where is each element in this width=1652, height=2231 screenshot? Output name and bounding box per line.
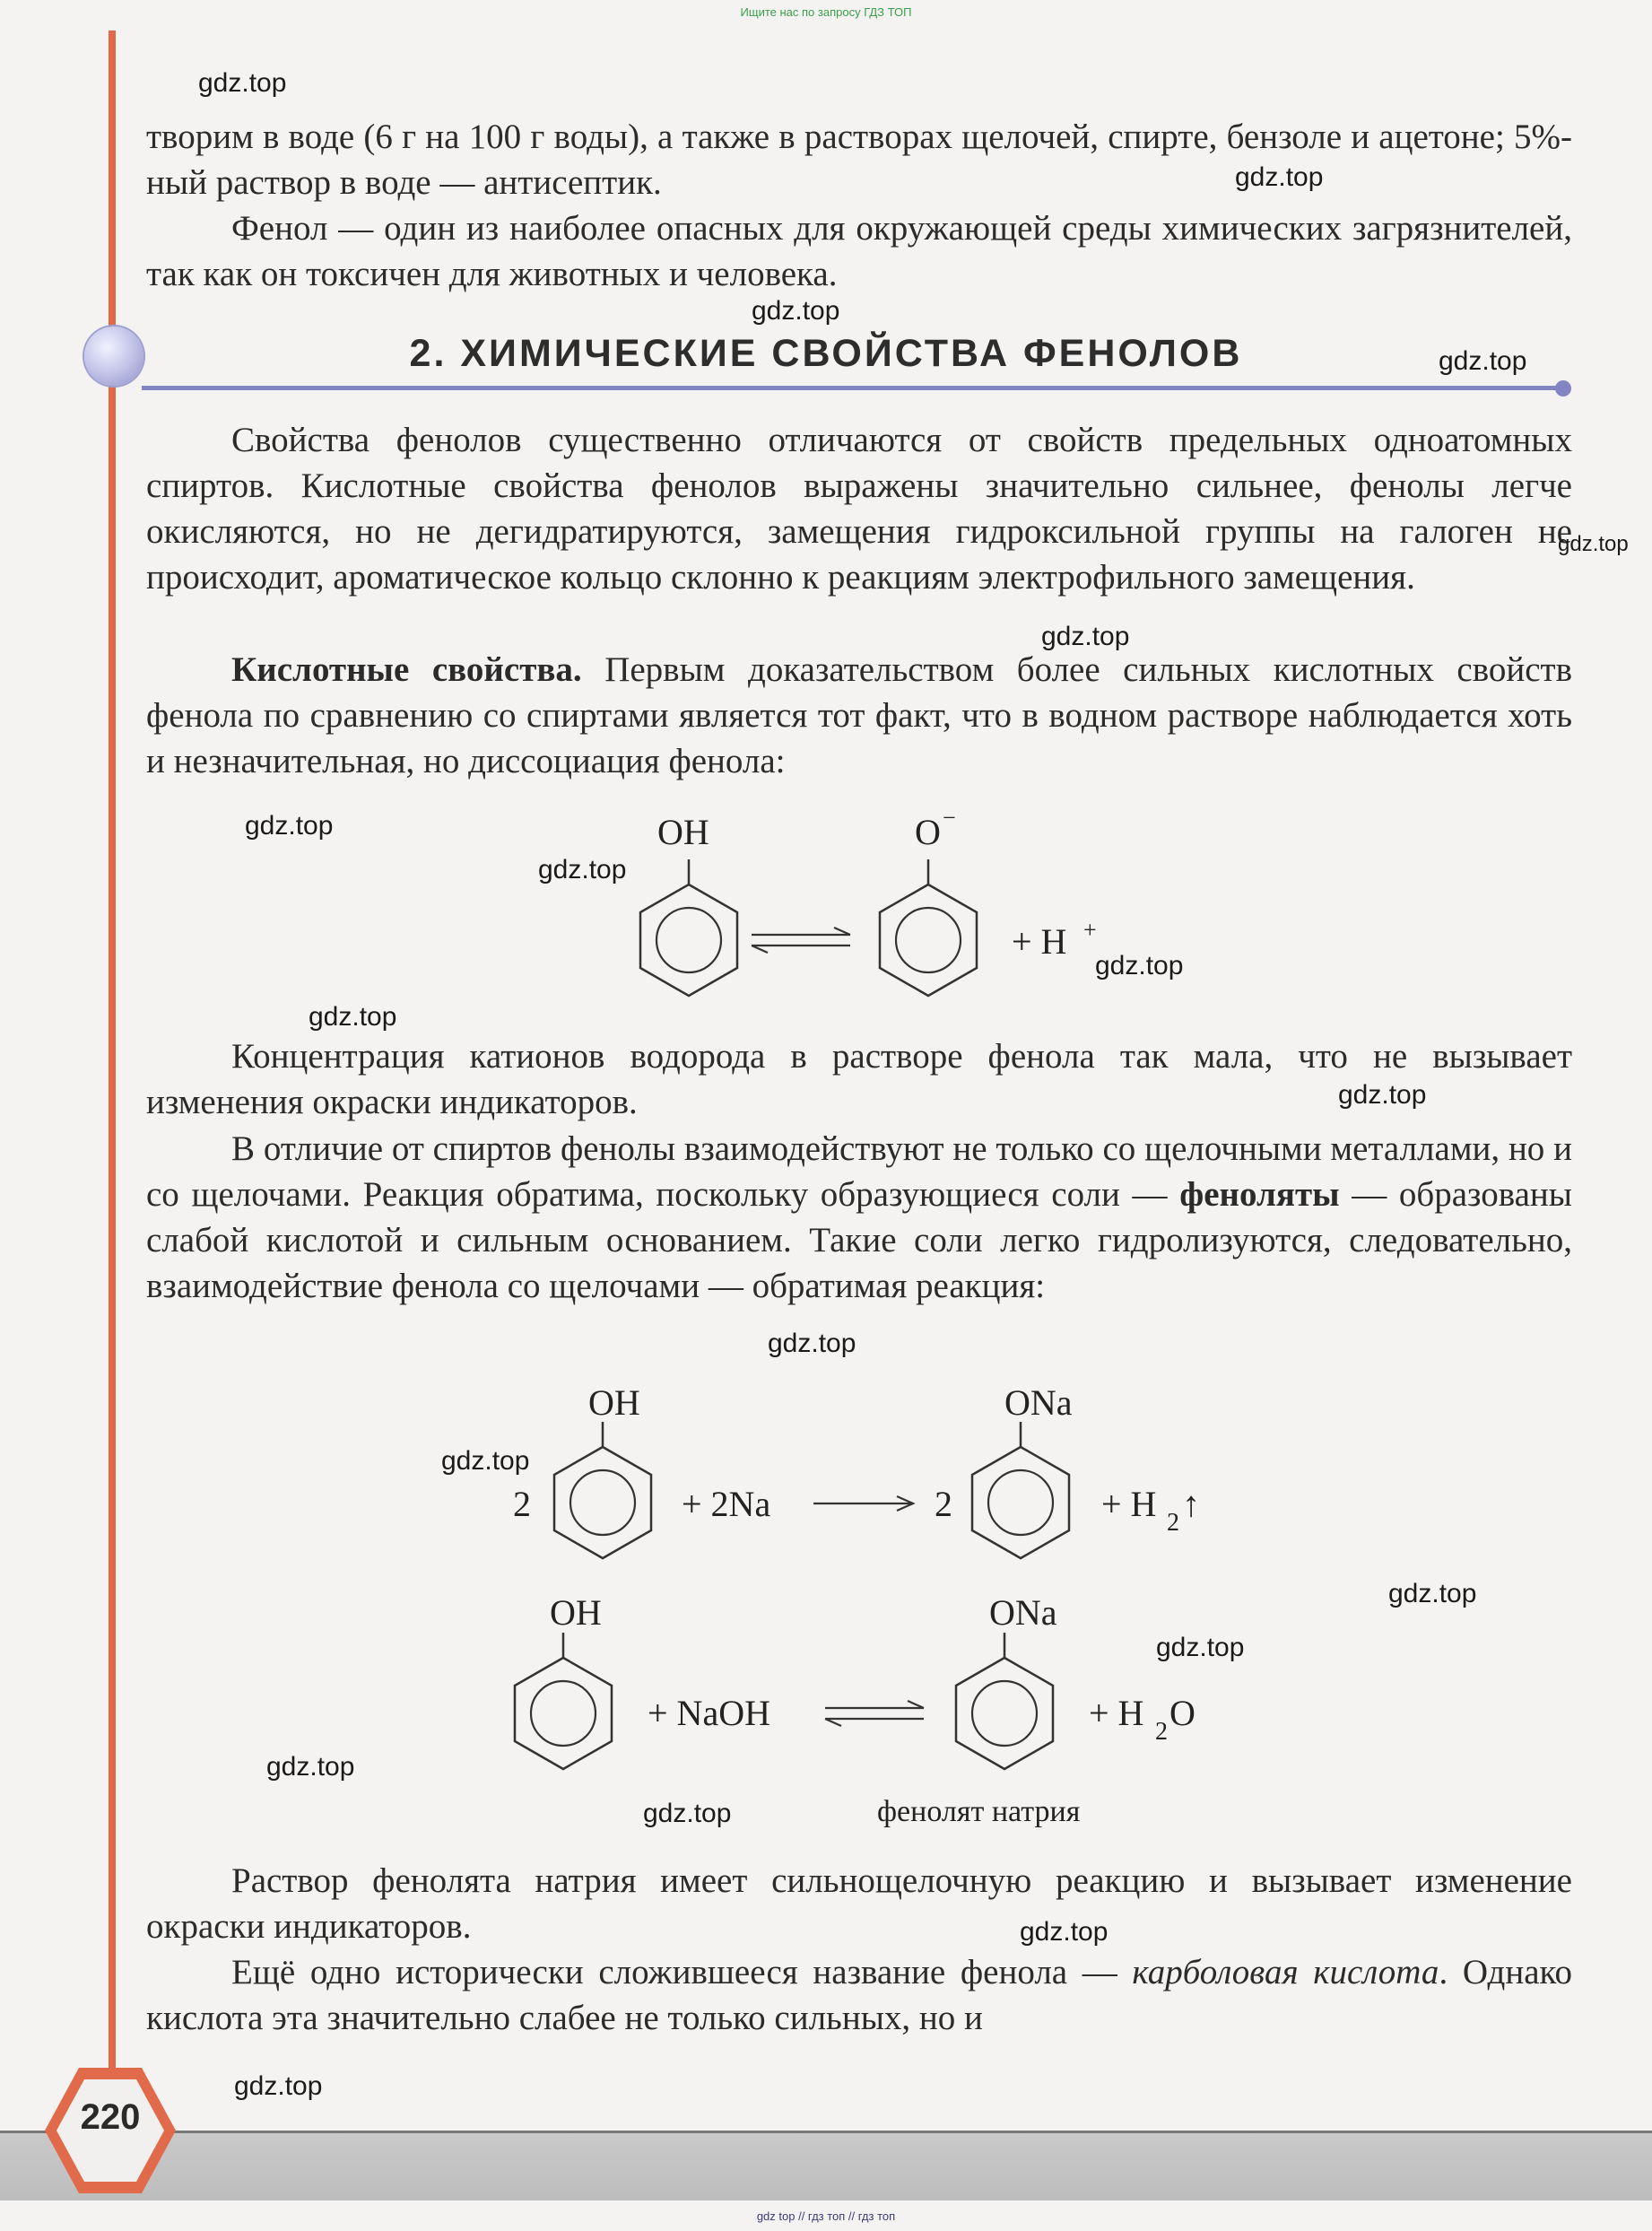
- eq2-product: ONa: [1004, 1382, 1073, 1423]
- eq3-product: ONa: [989, 1592, 1057, 1633]
- watermark: gdz.top: [1020, 1917, 1109, 1947]
- eq3-byproduct-end: O: [1169, 1693, 1196, 1733]
- eq1-product-charge: −: [943, 805, 956, 831]
- eq1-extra-charge: +: [1083, 917, 1097, 943]
- eq2-coef2: 2: [935, 1484, 952, 1524]
- watermark: gdz.top: [1558, 532, 1629, 556]
- acidic-term: Кислотные свойства.: [231, 650, 582, 689]
- watermark: gdz.top: [1388, 1579, 1477, 1608]
- benzene-ring-icon: [640, 859, 737, 996]
- benzene-ring-icon: [972, 1422, 1069, 1558]
- watermark: gdz.top: [198, 68, 287, 98]
- benzene-ring-icon: [880, 859, 977, 996]
- watermark: gdz.top: [538, 855, 627, 885]
- watermark: gdz.top: [1439, 346, 1527, 376]
- equilibrium-arrow-icon: [825, 1701, 924, 1726]
- paragraph-concentration: Концентрация катионов водорода в растворе фенола так мала, что не вызывает изменения окраски индикаторов.: [146, 1037, 1572, 1121]
- watermark: gdz.top: [1095, 951, 1184, 980]
- watermark: gdz.top: [234, 2071, 323, 2101]
- paragraph-acidic: Кислотные свойства. Первым доказательством более сильных кислотных свойств фенола по сравнению со спиртами является тот факт, что в водном растворе наблюдается хоть и незначительная, но диссоциация фенола:: [146, 650, 1573, 780]
- eq2-reactant: OH: [588, 1382, 640, 1423]
- sodium-equation: [513, 1382, 1200, 1558]
- eq2-byproduct: + H: [1101, 1484, 1157, 1524]
- dissociation-equation: [640, 805, 1097, 996]
- carbolic-term: карболовая кислота: [1132, 1953, 1439, 1991]
- footer-band: [0, 2131, 1652, 2200]
- eq1-extra: + H: [1012, 921, 1067, 962]
- watermark: gdz.top: [309, 1002, 397, 1032]
- watermark: gdz.top: [768, 1329, 856, 1358]
- paragraph-properties: Свойства фенолов существенно отличаются от свойств предельных одноатомных спиртов. Кислотные свойства фенолов выражены значительно сильнее, фенолы легче окисляются, но не дегидратируются, замещения гидроксильной группы на галоген не происходит, ароматическое кольцо склонно к реакциям электрофильного замещения.: [146, 421, 1572, 597]
- eq1-reactant: OH: [657, 812, 709, 852]
- equilibrium-arrow-icon: [752, 928, 850, 953]
- eq3-reagent: + NaOH: [648, 1693, 770, 1733]
- eq2-reagent: + 2Na: [682, 1484, 771, 1524]
- watermark: gdz.top: [1041, 622, 1130, 651]
- naoh-equation: [515, 1592, 1196, 1828]
- paragraph-phenolates: В отличие от спиртов фенолы взаимодействуют не только со щелочными металлами, но и со щелочами. Реакция обратима, поскольку образующиеся соли — феноляты — образованы слабой кислотой и сильным основанием. Такие соли легко гидролизуются, следовательно, взаимодействие фенола со щелочами — обратимая реакция:: [146, 1129, 1572, 1305]
- paragraph-sodium-phenolate: Раствор фенолята натрия имеет сильнощелочную реакцию и вызывает изменение окраски индикаторов.: [146, 1861, 1572, 1946]
- paragraph-carbolic: Ещё одно исторически сложившееся название фенола — карболовая кислота. Однако кислота эта значительно слабее не только сильных, но и: [146, 1953, 1572, 2037]
- paragraph-solubility: творим в воде (6 г на 100 г воды), а также в растворах щелочей, спирте, бензоле и ацетоне; 5%-ный раствор в воде — антисептик.: [146, 118, 1572, 202]
- eq2-gas: ↑: [1182, 1484, 1200, 1524]
- watermark: gdz.top: [1338, 1080, 1427, 1110]
- watermark: gdz.top: [266, 1752, 355, 1782]
- footer-note: gdz top // гдз топ // гдз топ: [756, 2209, 896, 2223]
- benzene-ring-icon: [956, 1633, 1053, 1769]
- page-number: 220: [80, 2097, 141, 2137]
- paragraph-toxicity: Фенол — один из наиболее опасных для окружающей среды химических загрязнителей, так как он токсичен для животных и человека.: [146, 209, 1572, 293]
- watermark: gdz.top: [1235, 162, 1324, 192]
- benzene-ring-icon: [554, 1422, 651, 1558]
- eq3-byproduct: + H: [1089, 1693, 1144, 1733]
- section-heading: 2. ХИМИЧЕСКИЕ СВОЙСТВА ФЕНОЛОВ: [409, 332, 1243, 375]
- eq1-product: O: [915, 812, 941, 852]
- benzene-ring-icon: [515, 1633, 612, 1769]
- eq3-byproduct-sub: 2: [1155, 1718, 1168, 1746]
- eq2-coef1: 2: [513, 1484, 531, 1524]
- watermark: gdz.top: [245, 811, 334, 841]
- watermark: gdz.top: [441, 1446, 530, 1476]
- eq3-reactant: OH: [550, 1592, 602, 1633]
- header-note: Ищите нас по запросу ГДЗ ТОП: [740, 5, 912, 19]
- watermark: gdz.top: [1156, 1633, 1245, 1662]
- watermark: gdz.top: [643, 1799, 732, 1828]
- watermark: gdz.top: [752, 296, 840, 326]
- phenolates-term: феноляты: [1179, 1175, 1340, 1214]
- eq2-byproduct-sub: 2: [1167, 1509, 1179, 1537]
- eq3-caption: фенолят натрия: [877, 1795, 1081, 1828]
